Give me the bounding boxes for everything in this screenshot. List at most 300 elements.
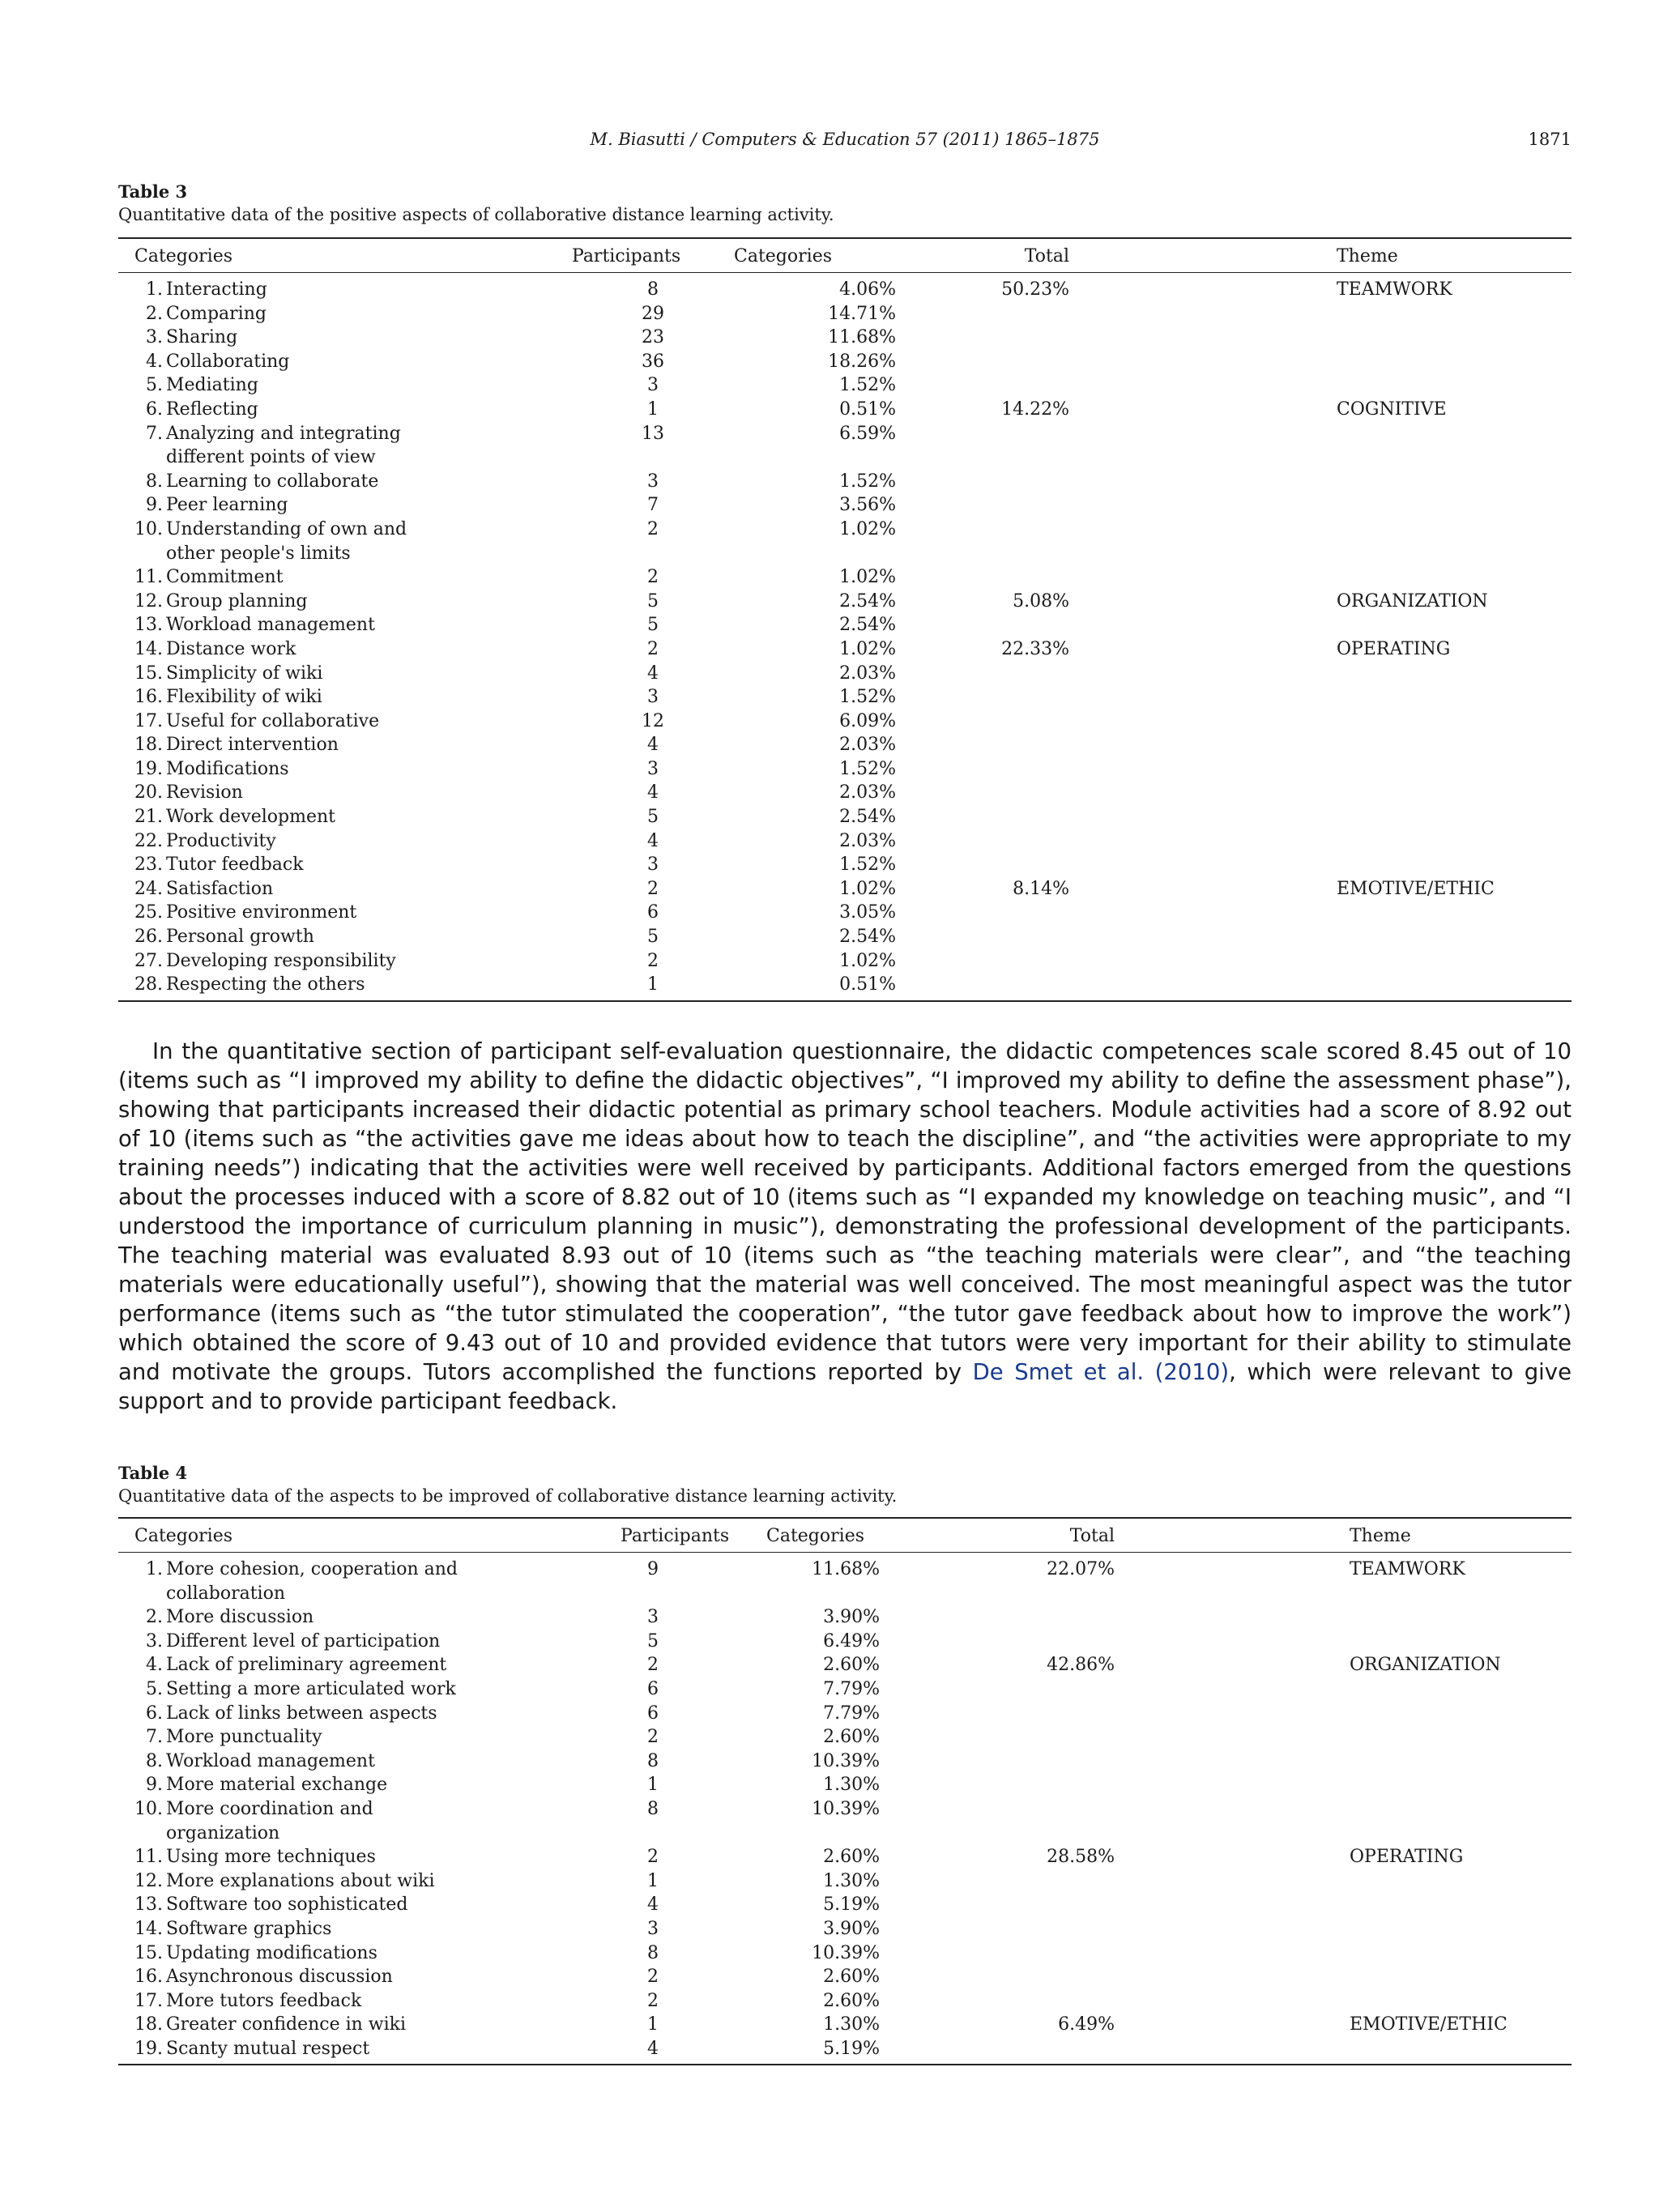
category-name-cell bbox=[118, 877, 572, 901]
category-name: Software too sophisticated bbox=[166, 1894, 408, 1916]
table4-header-row bbox=[118, 1518, 1572, 1553]
participants-cell: 2 bbox=[647, 567, 659, 588]
page-number: 1871 bbox=[1528, 130, 1572, 149]
theme-cell bbox=[1228, 1965, 1572, 1989]
participants-cell: 5 bbox=[647, 927, 659, 948]
category-percent-cell: 2.54% bbox=[839, 590, 896, 612]
participants-cell: 2 bbox=[647, 878, 659, 899]
category-name-cell bbox=[118, 1677, 604, 1702]
category-name: Lack of links between aspects bbox=[166, 1703, 437, 1724]
total-cell bbox=[928, 685, 1215, 710]
participants-cell: 1 bbox=[647, 1870, 659, 1891]
category-number: 2. bbox=[146, 1607, 163, 1628]
category-number: 13. bbox=[134, 1894, 163, 1916]
category-name: More material exchange bbox=[166, 1775, 388, 1796]
participants-cell: 3 bbox=[647, 375, 659, 396]
category-percent-cell: 1.30% bbox=[823, 1775, 880, 1796]
total-cell bbox=[961, 1989, 1228, 2014]
category-name-cell bbox=[118, 1893, 604, 1917]
category-percent-cell: 6.49% bbox=[823, 1630, 880, 1652]
theme-cell bbox=[1228, 1750, 1572, 1774]
category-name: More tutors feedback bbox=[166, 1990, 362, 2011]
category-name: Developing responsibility bbox=[166, 950, 396, 971]
category-name-cell bbox=[118, 805, 572, 829]
category-name-cell bbox=[118, 1845, 604, 1869]
total-cell: 6.49% bbox=[1058, 2014, 1115, 2035]
table-row bbox=[118, 326, 1572, 350]
theme-cell bbox=[1215, 373, 1572, 398]
table-row bbox=[118, 1989, 1572, 2014]
participants-cell: 4 bbox=[647, 782, 659, 803]
participants-cell: 2 bbox=[647, 1990, 659, 2011]
category-name: Revision bbox=[166, 782, 243, 803]
category-name-cell bbox=[118, 326, 572, 350]
category-name: Direct intervention bbox=[166, 735, 339, 756]
participants-cell: 3 bbox=[647, 471, 659, 492]
category-percent-cell: 7.79% bbox=[823, 1703, 880, 1724]
table-row bbox=[118, 637, 1572, 662]
participants-cell: 2 bbox=[647, 1727, 659, 1748]
participants-cell: 5 bbox=[647, 615, 659, 636]
theme-cell: EMOTIVE/ETHIC bbox=[1350, 2014, 1508, 2035]
category-number: 11. bbox=[134, 1847, 163, 1868]
table3-col-participants: Participants bbox=[572, 238, 734, 273]
total-cell bbox=[928, 373, 1215, 398]
category-percent-cell: 2.60% bbox=[823, 1655, 880, 1676]
table3-header-row bbox=[118, 238, 1572, 273]
table-row bbox=[118, 518, 1572, 565]
category-number: 14. bbox=[134, 1918, 163, 1939]
total-cell bbox=[961, 1893, 1228, 1917]
category-name-cell bbox=[118, 1630, 604, 1654]
total-cell bbox=[961, 1965, 1228, 1989]
total-cell: 14.22% bbox=[1001, 399, 1069, 420]
category-name-cell bbox=[118, 685, 572, 710]
total-cell bbox=[928, 949, 1215, 974]
total-cell bbox=[928, 302, 1215, 326]
table-row bbox=[118, 1605, 1572, 1630]
paragraph-text-2: , which were relevant to give support and to provide participant feedback. bbox=[118, 1359, 1572, 1414]
table-row bbox=[118, 1553, 1572, 1606]
theme-cell bbox=[1215, 973, 1572, 1001]
category-name-cell bbox=[118, 829, 572, 854]
theme-cell bbox=[1215, 422, 1572, 470]
theme-cell bbox=[1215, 302, 1572, 326]
category-percent-cell: 14.71% bbox=[828, 303, 896, 324]
category-name-cell bbox=[118, 302, 572, 326]
category-percent-cell: 5.19% bbox=[823, 1894, 880, 1916]
category-percent-cell: 10.39% bbox=[812, 1798, 880, 1819]
category-percent-cell: 3.56% bbox=[839, 495, 896, 516]
category-percent-cell: 6.59% bbox=[839, 423, 896, 444]
participants-cell: 6 bbox=[647, 1703, 659, 1724]
table-row bbox=[118, 781, 1572, 805]
category-number: 21. bbox=[134, 807, 163, 828]
table-row bbox=[118, 685, 1572, 710]
table3-body bbox=[118, 273, 1572, 1001]
table-row bbox=[118, 853, 1572, 877]
category-name-cell bbox=[118, 2013, 604, 2037]
total-cell bbox=[961, 1702, 1228, 1726]
total-cell bbox=[961, 1941, 1228, 1966]
category-percent-cell: 2.54% bbox=[839, 927, 896, 948]
table-row bbox=[118, 805, 1572, 829]
category-percent-cell: 2.54% bbox=[839, 807, 896, 828]
theme-cell: OPERATING bbox=[1350, 1847, 1464, 1868]
category-number: 1. bbox=[146, 279, 163, 300]
participants-cell: 8 bbox=[647, 1798, 659, 1819]
category-name: More explanations about wiki bbox=[166, 1870, 435, 1891]
participants-cell: 2 bbox=[647, 638, 659, 659]
participants-cell: 5 bbox=[647, 807, 659, 828]
category-name: Interacting bbox=[166, 279, 267, 300]
category-number: 6. bbox=[146, 399, 163, 420]
table-row bbox=[118, 398, 1572, 422]
participants-cell: 5 bbox=[647, 1630, 659, 1652]
total-cell bbox=[928, 565, 1215, 590]
category-name-cell bbox=[118, 493, 572, 518]
table4-body bbox=[118, 1553, 1572, 2065]
table-row bbox=[118, 1869, 1572, 1894]
total-cell bbox=[928, 853, 1215, 877]
running-header bbox=[118, 130, 1572, 154]
category-percent-cell: 1.02% bbox=[839, 878, 896, 899]
category-name-cell bbox=[118, 398, 572, 422]
total-cell bbox=[961, 2037, 1228, 2065]
table3-label: Table 3 bbox=[118, 181, 188, 202]
table-row bbox=[118, 925, 1572, 949]
category-percent-cell: 1.52% bbox=[839, 687, 896, 708]
category-name-cell bbox=[118, 422, 572, 470]
total-cell bbox=[961, 1773, 1228, 1797]
theme-cell bbox=[1215, 710, 1572, 734]
category-name: Useful for collaborative bbox=[166, 710, 380, 731]
category-name-cell bbox=[118, 2037, 604, 2065]
theme-cell bbox=[1228, 1605, 1572, 1630]
body-paragraph bbox=[118, 1037, 1572, 1416]
category-number: 24. bbox=[134, 878, 163, 899]
category-name: Sharing bbox=[166, 327, 238, 348]
total-cell bbox=[928, 613, 1215, 637]
category-name: Simplicity of wiki bbox=[166, 663, 323, 684]
total-cell bbox=[961, 1917, 1228, 1941]
participants-cell: 6 bbox=[647, 1678, 659, 1699]
category-name: Updating modifications bbox=[166, 1942, 377, 1963]
total-cell bbox=[928, 518, 1215, 565]
table-row bbox=[118, 590, 1572, 614]
category-percent-cell: 6.09% bbox=[839, 710, 896, 731]
theme-cell bbox=[1228, 1773, 1572, 1797]
category-name-cell bbox=[118, 1750, 604, 1774]
total-cell bbox=[928, 422, 1215, 470]
table-row bbox=[118, 1773, 1572, 1797]
table-row bbox=[118, 565, 1572, 590]
participants-cell: 13 bbox=[642, 423, 664, 444]
total-cell bbox=[961, 1725, 1228, 1750]
participants-cell: 4 bbox=[647, 830, 659, 851]
category-number: 5. bbox=[146, 375, 163, 396]
table3 bbox=[118, 237, 1572, 1002]
category-number: 1. bbox=[146, 1559, 163, 1579]
category-number: 9. bbox=[146, 495, 163, 516]
participants-cell: 1 bbox=[647, 2014, 659, 2035]
participants-cell: 3 bbox=[647, 1918, 659, 1939]
category-name-cell bbox=[118, 1869, 604, 1894]
category-name-cell bbox=[118, 373, 572, 398]
theme-cell bbox=[1215, 901, 1572, 925]
category-percent-cell: 10.39% bbox=[812, 1750, 880, 1771]
category-percent-cell: 0.51% bbox=[839, 399, 896, 420]
category-number: 8. bbox=[146, 1750, 163, 1771]
total-cell bbox=[961, 1869, 1228, 1894]
category-name: Positive environment bbox=[166, 902, 357, 923]
theme-cell bbox=[1228, 1941, 1572, 1966]
paragraph-text-1: In the quantitative section of participant self-evaluation questionnaire, the didactic competences scale scored 8.45 out of 10 (items such as “I improved my ability to define the didactic objectives”, “I improved my ability to define the assessment phase”), showing that participants increased their didactic potential as primary school teachers. Module activities had a score of 8.92 out of 10 (items such as “the activities gave me ideas about how to teach the discipline”, and “the activities were appropriate to my training needs”) indicating that the activities were well received by participants. Additional factors emerged from the questions about the processes induced with a score of 8.82 out of 10 (items such as “I expanded my knowledge on teaching music”, and “I understood the importance of curriculum planning in music”), demonstrating the professional development of the participants. The teaching material was evaluated 8.93 out of 10 (items such as “the teaching materials were clear”, and “the teaching materials were educationally useful”), showing that the material was well conceived. The most meaningful aspect was the tutor performance (items such as “the tutor stimulated the cooperation”, “the tutor gave feedback about how to improve the work”) which obtained the score of 9.43 out of 10 and provided evidence that tutors were very important for their ability to stimulate and motivate the groups. Tutors accomplished the functions reported by bbox=[118, 1038, 1572, 1385]
theme-cell: ORGANIZATION bbox=[1350, 1655, 1501, 1676]
category-name: Mediating bbox=[166, 375, 258, 396]
category-name-cell bbox=[118, 1702, 604, 1726]
total-cell bbox=[961, 1750, 1228, 1774]
total-cell bbox=[928, 925, 1215, 949]
table-row bbox=[118, 1917, 1572, 1941]
theme-cell bbox=[1215, 350, 1572, 374]
table4-col-participants: Participants bbox=[604, 1518, 766, 1553]
category-percent-cell: 7.79% bbox=[823, 1678, 880, 1699]
table-row bbox=[118, 1965, 1572, 1989]
category-name: Satisfaction bbox=[166, 878, 274, 899]
participants-cell: 1 bbox=[647, 1775, 659, 1796]
participants-cell: 4 bbox=[647, 2038, 659, 2059]
category-percent-cell: 1.30% bbox=[823, 2014, 880, 2035]
category-name-cell bbox=[118, 1553, 604, 1606]
category-number: 27. bbox=[134, 950, 163, 971]
category-number: 18. bbox=[134, 2014, 163, 2035]
theme-cell bbox=[1215, 829, 1572, 854]
theme-cell bbox=[1228, 1677, 1572, 1702]
table-row bbox=[118, 1677, 1572, 1702]
category-name: Greater confidence in wiki bbox=[166, 2014, 407, 2035]
category-name-cell bbox=[118, 1989, 604, 2014]
table-row bbox=[118, 350, 1572, 374]
category-name-cell bbox=[118, 710, 572, 734]
category-name-cell bbox=[118, 273, 572, 302]
category-number: 28. bbox=[134, 974, 163, 995]
table-row bbox=[118, 973, 1572, 1001]
theme-cell bbox=[1215, 493, 1572, 518]
table4-col-theme: Theme bbox=[1228, 1518, 1572, 1553]
category-number: 3. bbox=[146, 327, 163, 348]
category-name: More discussion bbox=[166, 1607, 314, 1628]
category-name: Commitment bbox=[166, 567, 284, 588]
category-name-cell bbox=[118, 949, 572, 974]
table-row bbox=[118, 662, 1572, 686]
total-cell bbox=[928, 326, 1215, 350]
theme-cell bbox=[1215, 805, 1572, 829]
participants-cell: 29 bbox=[642, 303, 664, 324]
category-number: 26. bbox=[134, 927, 163, 948]
table4-label: Table 4 bbox=[118, 1463, 188, 1483]
table-row bbox=[118, 273, 1572, 302]
category-percent-cell: 2.03% bbox=[839, 782, 896, 803]
theme-cell: OPERATING bbox=[1337, 638, 1451, 659]
category-percent-cell: 2.60% bbox=[823, 1990, 880, 2011]
category-percent-cell: 1.52% bbox=[839, 855, 896, 876]
category-number: 16. bbox=[134, 1967, 163, 1988]
participants-cell: 2 bbox=[647, 518, 659, 539]
category-percent-cell: 2.54% bbox=[839, 615, 896, 636]
category-name: Comparing bbox=[166, 303, 267, 324]
theme-cell bbox=[1215, 853, 1572, 877]
total-cell: 5.08% bbox=[1013, 590, 1069, 612]
category-percent-cell: 2.60% bbox=[823, 1847, 880, 1868]
category-name-cell bbox=[118, 470, 572, 494]
category-name-cell bbox=[118, 590, 572, 614]
theme-cell bbox=[1228, 1725, 1572, 1750]
table-row bbox=[118, 1702, 1572, 1726]
category-percent-cell: 3.05% bbox=[839, 902, 896, 923]
total-cell bbox=[928, 901, 1215, 925]
table4-caption: Quantitative data of the aspects to be improved of collaborative distance learning activity. bbox=[118, 1486, 898, 1506]
category-percent-cell: 1.30% bbox=[823, 1870, 880, 1891]
table-row bbox=[118, 373, 1572, 398]
category-number: 14. bbox=[134, 638, 163, 659]
theme-cell bbox=[1215, 757, 1572, 782]
theme-cell bbox=[1228, 1797, 1572, 1845]
running-title: M. Biasutti / Computers & Education 57 (2011) 1865–1875 bbox=[590, 130, 1100, 149]
participants-cell: 3 bbox=[647, 855, 659, 876]
category-name: Understanding of own and other people's limits bbox=[166, 518, 407, 564]
category-name: Peer learning bbox=[166, 495, 288, 516]
category-number: 16. bbox=[134, 687, 163, 708]
participants-cell: 2 bbox=[647, 1847, 659, 1868]
category-name: Different level of participation bbox=[166, 1630, 441, 1652]
theme-cell: TEAMWORK bbox=[1337, 279, 1452, 300]
category-number: 8. bbox=[146, 471, 163, 492]
category-name-cell bbox=[118, 1653, 604, 1677]
table-row bbox=[118, 829, 1572, 854]
category-name: Modifications bbox=[166, 758, 289, 779]
participants-cell: 2 bbox=[647, 1655, 659, 1676]
theme-cell: COGNITIVE bbox=[1337, 399, 1447, 420]
category-name-cell bbox=[118, 565, 572, 590]
category-name: Group planning bbox=[166, 590, 308, 612]
total-cell bbox=[928, 805, 1215, 829]
theme-cell bbox=[1228, 1917, 1572, 1941]
category-name-cell bbox=[118, 1965, 604, 1989]
category-percent-cell: 4.06% bbox=[839, 279, 896, 300]
table4-col-total: Total bbox=[961, 1518, 1228, 1553]
table3-col-categories: Categories bbox=[118, 238, 572, 273]
participants-cell: 7 bbox=[647, 495, 659, 516]
category-name: More coordination and organization bbox=[166, 1798, 373, 1843]
category-name-cell bbox=[118, 925, 572, 949]
participants-cell: 9 bbox=[647, 1559, 659, 1579]
participants-cell: 8 bbox=[647, 279, 659, 300]
category-name: Reflecting bbox=[166, 399, 258, 420]
category-number: 10. bbox=[134, 1798, 163, 1819]
total-cell bbox=[928, 973, 1215, 1001]
theme-cell bbox=[1215, 685, 1572, 710]
table-row bbox=[118, 1630, 1572, 1654]
category-number: 11. bbox=[134, 567, 163, 588]
theme-cell bbox=[1215, 613, 1572, 637]
theme-cell: EMOTIVE/ETHIC bbox=[1337, 878, 1495, 899]
category-name-cell bbox=[118, 613, 572, 637]
participants-cell: 5 bbox=[647, 590, 659, 612]
category-name: Productivity bbox=[166, 830, 276, 851]
table4-col-categories: Categories bbox=[118, 1518, 604, 1553]
total-cell: 28.58% bbox=[1047, 1847, 1115, 1868]
category-number: 12. bbox=[134, 590, 163, 612]
total-cell bbox=[928, 662, 1215, 686]
participants-cell: 8 bbox=[647, 1750, 659, 1771]
category-name-cell bbox=[118, 662, 572, 686]
participants-cell: 1 bbox=[647, 974, 659, 995]
total-cell: 8.14% bbox=[1013, 878, 1069, 899]
participants-cell: 2 bbox=[647, 1967, 659, 1988]
category-number: 4. bbox=[146, 351, 163, 372]
category-number: 6. bbox=[146, 1703, 163, 1724]
total-cell: 42.86% bbox=[1047, 1655, 1115, 1676]
category-name: Workload management bbox=[166, 1750, 375, 1771]
theme-cell bbox=[1228, 1702, 1572, 1726]
category-percent-cell: 1.52% bbox=[839, 471, 896, 492]
theme-cell: ORGANIZATION bbox=[1337, 590, 1488, 612]
category-number: 23. bbox=[134, 855, 163, 876]
table4-col-categories-pct: Categories bbox=[766, 1518, 961, 1553]
total-cell: 50.23% bbox=[1001, 279, 1069, 300]
table3-col-categories-pct: Categories bbox=[734, 238, 928, 273]
participants-cell: 4 bbox=[647, 735, 659, 756]
table4-caption-block bbox=[118, 1461, 1572, 1508]
table4 bbox=[118, 1517, 1572, 2065]
table-row bbox=[118, 1941, 1572, 1966]
participants-cell: 3 bbox=[647, 758, 659, 779]
category-name-cell bbox=[118, 1917, 604, 1941]
category-name: Distance work bbox=[166, 638, 296, 659]
category-percent-cell: 2.60% bbox=[823, 1727, 880, 1748]
category-number: 15. bbox=[134, 663, 163, 684]
category-name: Workload management bbox=[166, 615, 375, 636]
participants-cell: 3 bbox=[647, 687, 659, 708]
theme-cell bbox=[1215, 565, 1572, 590]
category-percent-cell: 1.52% bbox=[839, 758, 896, 779]
category-number: 15. bbox=[134, 1942, 163, 1963]
category-name: Analyzing and integrating different points of view bbox=[166, 423, 401, 468]
category-name: Collaborating bbox=[166, 351, 290, 372]
category-name: Setting a more articulated work bbox=[166, 1678, 456, 1699]
table-row bbox=[118, 613, 1572, 637]
theme-cell bbox=[1215, 781, 1572, 805]
category-name-cell bbox=[118, 1605, 604, 1630]
category-name: Asynchronous discussion bbox=[166, 1967, 393, 1988]
category-number: 2. bbox=[146, 303, 163, 324]
category-number: 4. bbox=[146, 1655, 163, 1676]
participants-cell: 12 bbox=[642, 710, 664, 731]
total-cell: 22.07% bbox=[1047, 1559, 1115, 1579]
total-cell bbox=[928, 470, 1215, 494]
total-cell bbox=[928, 493, 1215, 518]
table-row bbox=[118, 2013, 1572, 2037]
citation-link[interactable]: De Smet et al. (2010) bbox=[972, 1359, 1230, 1385]
table-row bbox=[118, 1845, 1572, 1869]
category-name: Tutor feedback bbox=[166, 855, 304, 876]
category-name-cell bbox=[118, 1797, 604, 1845]
category-name-cell bbox=[118, 973, 572, 1001]
category-name: More punctuality bbox=[166, 1727, 322, 1748]
theme-cell bbox=[1215, 925, 1572, 949]
category-percent-cell: 5.19% bbox=[823, 2038, 880, 2059]
